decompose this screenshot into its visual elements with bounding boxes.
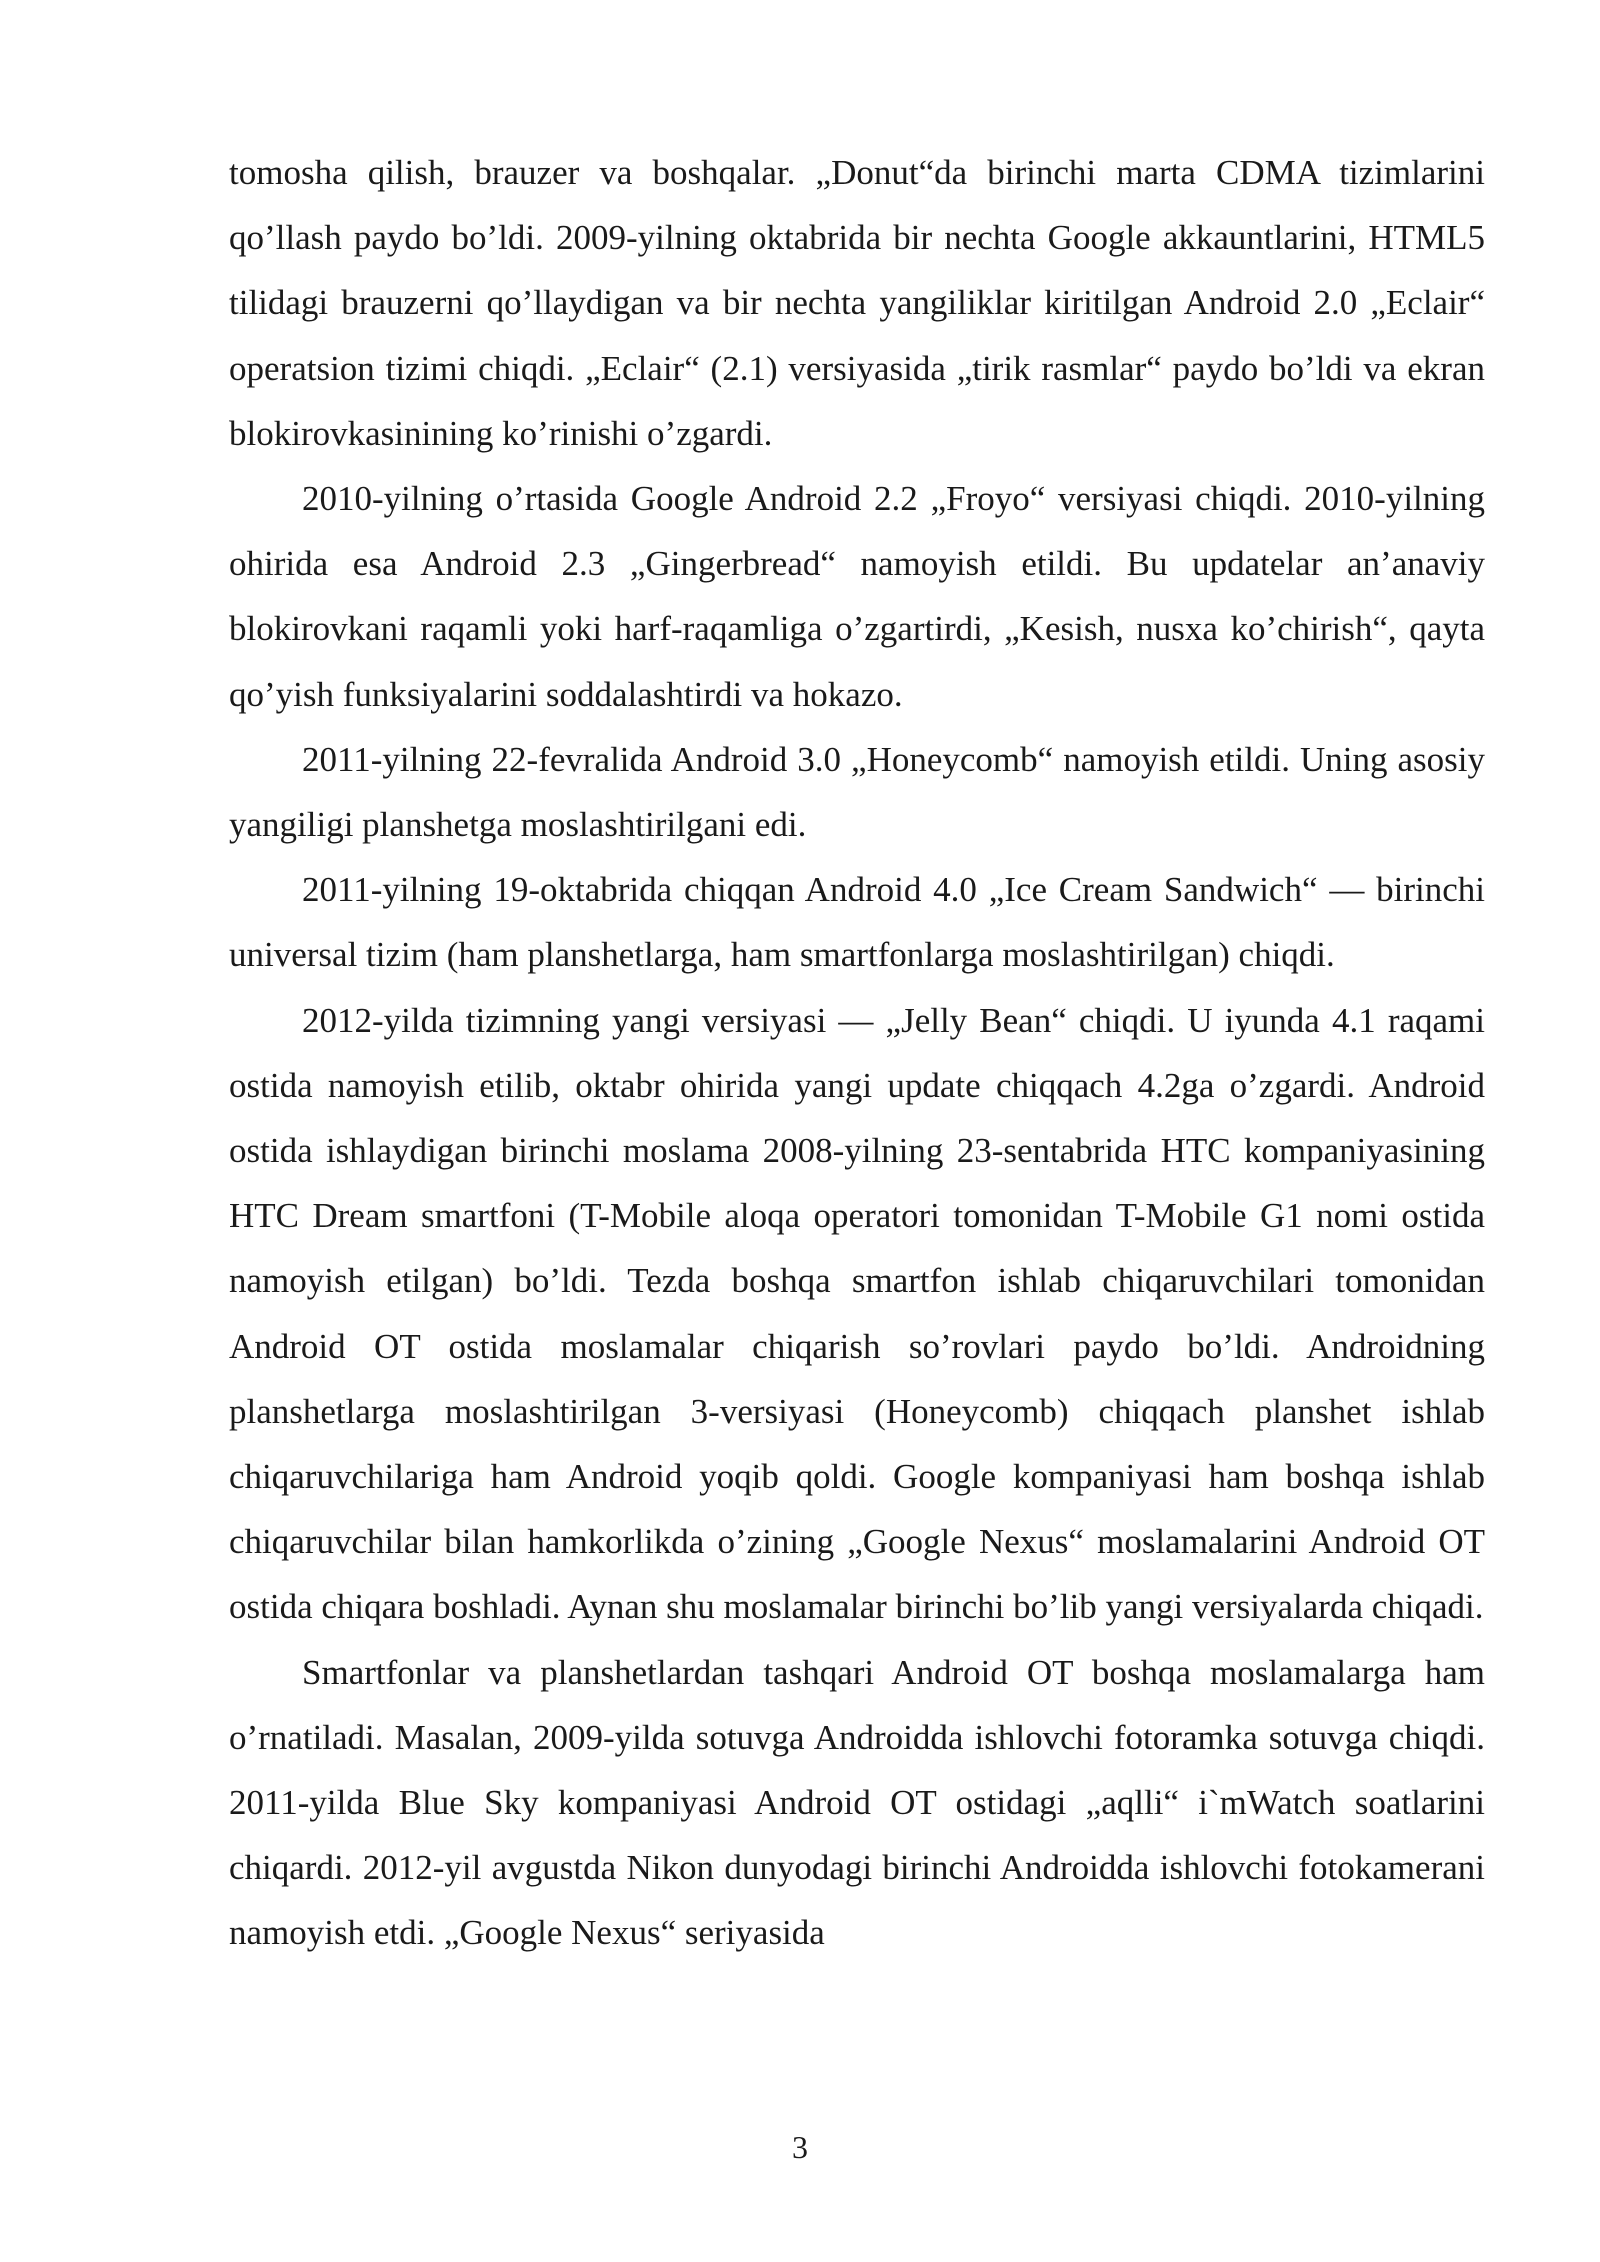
paragraph-donut-eclair: tomosha qilish, brauzer va boshqalar. „Donut“da birinchi marta CDMA tizimlarini qo’llash paydo bo’ldi. 2009-yilning oktabrida bir nechta Google akkauntlarini, HTML5 tilidagi brauzerni qo’llaydigan va bir nechta yangiliklar kiritilgan Android 2.0 „Eclair“ operatsion tizimi chiqdi. „Eclair“ (2.1) versiyasida „tirik rasmlar“ paydo bo’ldi va ekran blokirovkasinining ko’rinishi o’zgardi.	[229, 153, 1485, 453]
paragraph-ice-cream-sandwich: 2011-yilning 19-oktabrida chiqqan Android 4.0 „Ice Cream Sandwich“ — birinchi universal tizim (ham planshetlarga, ham smartfonlarga moslashtirilgan) chiqdi.	[229, 870, 1485, 975]
paragraph-honeycomb: 2011-yilning 22-fevralida Android 3.0 „Honeycomb“ namoyish etildi. Uning asosiy yangiligi planshetga moslashtirilgani edi.	[229, 739, 1485, 845]
page-number: 3	[792, 2129, 808, 2165]
document-page	[229, 140, 1485, 1966]
paragraph-froyo-gingerbread: 2010-yilning o’rtasida Google Android 2.2 „Froyo“ versiyasi chiqdi. 2010-yilning ohirida esa Android 2.3 „Gingerbread“ namoyish etildi. Bu updatelar an’anaviy blokirovkani raqamli yoki harf-raqamliga o’zgartirdi, „Kesish, nusxa ko’chirish“, qayta qo’yish funksiyalarini soddalashtirdi va hokazo.	[229, 479, 1485, 714]
paragraph-other-devices: Smartfonlar va planshetlardan tashqari Android OT boshqa moslamalarga ham o’rnatiladi. Masalan, 2009-yilda sotuvga Androidda ishlovchi fotoramka sotuvga chiqdi. 2011-yilda Blue Sky kompaniyasi Android OT ostidagi „aqlli“ i`mWatch soatlarini chiqardi. 2012-yil avgustda Nikon dunyodagi birinchi Androidda ishlovchi fotokamerani namoyish etdi. „Google Nexus“ seriyasida	[229, 1652, 1485, 1953]
paragraph-jelly-bean: 2012-yilda tizimning yangi versiyasi — „Jelly Bean“ chiqdi. U iyunda 4.1 raqami ostida namoyish etilib, oktabr ohirida yangi update chiqqach 4.2ga o’zgardi. Android ostida ishlaydigan birinchi moslama 2008-yilning 23-sentabrida HTC kompaniyasining HTC Dream smartfoni (T-Mobile aloqa operatori tomonidan T-Mobile G1 nomi ostida namoyish etilgan) bo’ldi. Tezda boshqa smartfon ishlab chiqaruvchilari tomonidan Android OT ostida moslamalar chiqarish so’rovlari paydo bo’ldi. Androidning planshetlarga moslashtirilgan 3-versiyasi (Honeycomb) chiqqach planshet ishlab chiqaruvchilariga ham Android yoqib qoldi. Google kompaniyasi ham boshqa ishlab chiqaruvchilar bilan hamkorlikda o’zining „Google Nexus“ moslamalarini Android OT ostida chiqara boshladi. Aynan shu moslamalar birinchi bo’lib yangi versiyalarda chiqadi.	[229, 1000, 1485, 1627]
